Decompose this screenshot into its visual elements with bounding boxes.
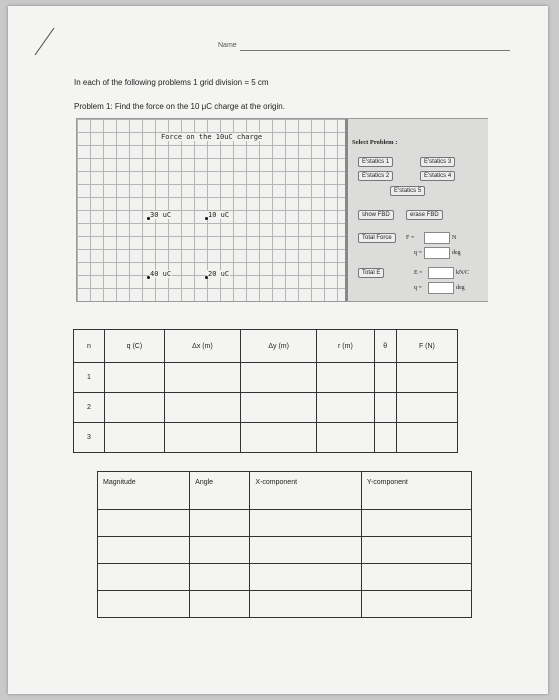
force-angle-unit: deg [452,250,461,256]
table-cell[interactable] [105,423,165,453]
control-panel [347,119,488,301]
column-header: Δx (m) [164,330,240,363]
column-header: F (N) [396,330,457,363]
table-cell[interactable] [250,591,361,618]
column-header: n [74,330,105,363]
table-cell[interactable] [190,564,250,591]
column-header: Angle [190,472,250,510]
show-fbd-button[interactable]: show FBD [358,210,394,220]
table-row [74,423,458,453]
table-cell[interactable] [241,363,317,393]
name-line [240,50,510,51]
row-number: 2 [74,393,105,423]
table-cell[interactable] [361,537,471,564]
table-cell[interactable] [98,564,190,591]
table-cell[interactable] [250,510,361,537]
charge-label: 30 uC [150,211,172,219]
table-row [98,510,472,537]
table-row [98,564,472,591]
table-cell[interactable] [190,591,250,618]
table-cell[interactable] [396,423,457,453]
table-row [74,363,458,393]
problem-4-button[interactable]: E'statics 4 [420,171,455,181]
problem-2-button[interactable]: E'statics 2 [358,171,393,181]
column-header: r (m) [317,330,374,363]
table-cell[interactable] [105,393,165,423]
table-cell[interactable] [361,564,471,591]
column-header: q (C) [105,330,165,363]
charge-label: 10 uC [208,211,230,219]
table-cell[interactable] [317,393,374,423]
table-cell[interactable] [241,423,317,453]
table-cell[interactable] [250,537,361,564]
table-cell[interactable] [396,393,457,423]
column-header: Y-component [361,472,471,510]
table-row [98,537,472,564]
intro-text: In each of the following problems 1 grid division = 5 cm [74,78,269,87]
table-row [98,591,472,618]
force-unit: N [452,235,457,241]
efield-angle-label: q = [414,285,422,291]
table-cell[interactable] [374,393,396,423]
problem-3-button[interactable]: E'statics 3 [420,157,455,167]
problem-text: Problem 1: Find the force on the 10 μC charge at the origin. [74,102,285,111]
row-number: 3 [74,423,105,453]
row-number: 1 [74,363,105,393]
problem-1-button[interactable]: E'statics 1 [358,157,393,167]
efield-unit: kN/C [456,270,470,276]
table-cell[interactable] [164,393,240,423]
table-cell[interactable] [317,423,374,453]
column-header: Magnitude [98,472,190,510]
calculation-table [73,329,458,453]
column-header: X-component [250,472,361,510]
force-label: F = [406,235,415,241]
check-mark-icon [34,26,56,56]
table-cell[interactable] [98,510,190,537]
table-cell[interactable] [250,564,361,591]
charge-label: 20 uC [208,270,230,278]
name-label: Name [218,42,237,49]
table-cell[interactable] [190,510,250,537]
table-cell[interactable] [241,393,317,423]
select-problem-title: Select Problem : [352,139,398,146]
table-cell[interactable] [361,510,471,537]
simulation-screenshot [76,118,488,302]
erase-fbd-button[interactable]: erase FBD [406,210,443,220]
table-cell[interactable] [374,363,396,393]
column-header: Δy (m) [241,330,317,363]
column-header: θ [374,330,396,363]
charge-label: 40 uC [150,270,172,278]
force-angle-field[interactable] [424,247,450,259]
components-table [97,471,472,618]
charge-grid [77,119,347,301]
force-angle-label: q = [414,250,422,256]
table-cell[interactable] [396,363,457,393]
total-e-button[interactable]: Total E [358,268,384,278]
total-force-button[interactable]: Total Force [358,233,396,243]
efield-value-field[interactable] [428,267,454,279]
efield-label: E = [414,270,423,276]
problem-5-button[interactable]: E'statics 5 [390,186,425,196]
table-row [74,393,458,423]
efield-angle-field[interactable] [428,282,454,294]
table-cell[interactable] [361,591,471,618]
table-cell[interactable] [190,537,250,564]
table-cell[interactable] [164,363,240,393]
table-cell[interactable] [374,423,396,453]
efield-angle-unit: deg [456,285,465,291]
table-cell[interactable] [164,423,240,453]
table-cell[interactable] [105,363,165,393]
table-cell[interactable] [317,363,374,393]
force-value-field[interactable] [424,232,450,244]
table-cell[interactable] [98,591,190,618]
table-cell[interactable] [98,537,190,564]
grid-title: Force on the 10uC charge [161,133,263,141]
